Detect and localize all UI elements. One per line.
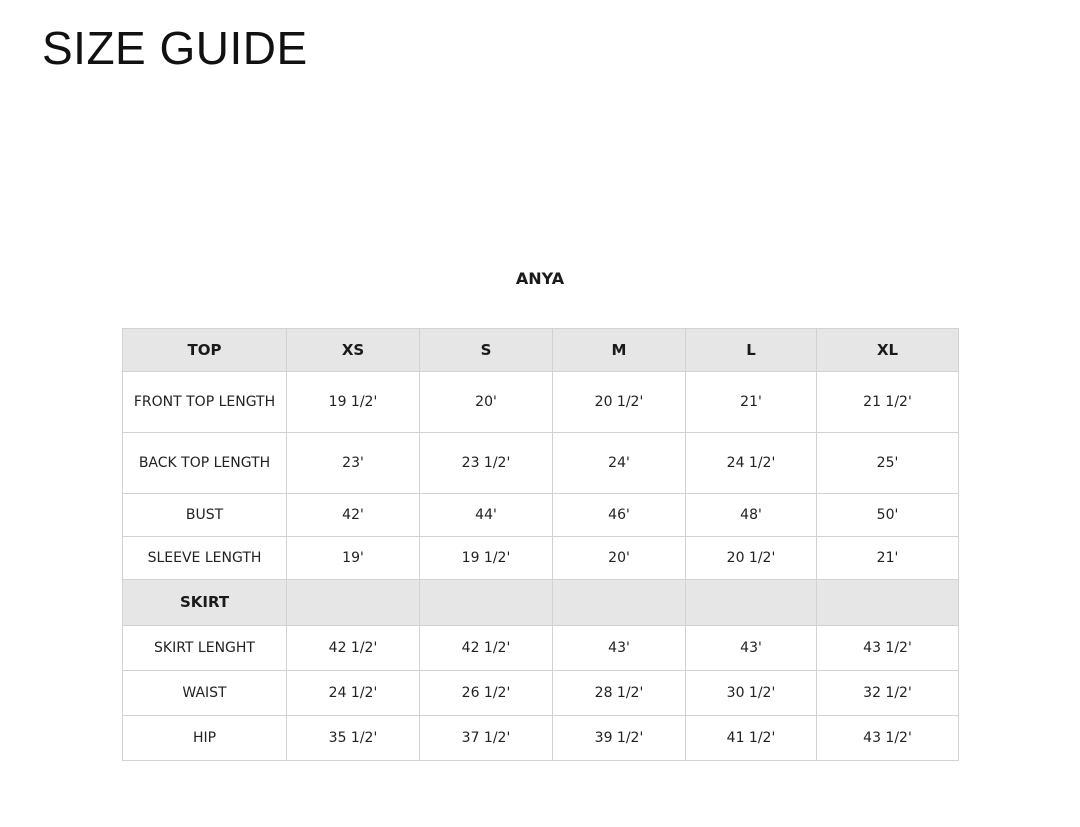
table-cell: 39 1/2' <box>553 716 686 761</box>
table-cell: 20' <box>553 537 686 580</box>
table-cell: 20 1/2' <box>686 537 817 580</box>
table-cell: 43' <box>686 626 817 671</box>
table-cell: 48' <box>686 494 817 537</box>
table-cell: 19 1/2' <box>420 537 553 580</box>
size-header-xs: XS <box>287 329 420 372</box>
table-row-bust <box>123 494 959 537</box>
table-cell: 20 1/2' <box>553 372 686 433</box>
size-header-row <box>123 329 959 372</box>
table-cell <box>287 580 420 626</box>
table-cell: 21' <box>817 537 959 580</box>
row-label: SLEEVE LENGTH <box>123 537 287 580</box>
table-cell: 35 1/2' <box>287 716 420 761</box>
table-cell: 43 1/2' <box>817 626 959 671</box>
row-label: SKIRT LENGHT <box>123 626 287 671</box>
row-label: WAIST <box>123 671 287 716</box>
table-cell: 23 1/2' <box>420 433 553 494</box>
table-cell: 23' <box>287 433 420 494</box>
table-cell: 46' <box>553 494 686 537</box>
table-cell <box>686 580 817 626</box>
table-cell: 20' <box>420 372 553 433</box>
row-label: BUST <box>123 494 287 537</box>
table-cell: 42 1/2' <box>420 626 553 671</box>
skirt-section-header: SKIRT <box>123 580 287 626</box>
table-row-front-top-length <box>123 372 959 433</box>
product-name: ANYA <box>515 269 565 288</box>
table-row-skirt-length <box>123 626 959 671</box>
row-label: FRONT TOP LENGTH <box>123 372 287 433</box>
table-cell: 28 1/2' <box>553 671 686 716</box>
table-cell: 50' <box>817 494 959 537</box>
table-cell: 21' <box>686 372 817 433</box>
skirt-section-row <box>123 580 959 626</box>
size-header-xl: XL <box>817 329 959 372</box>
table-cell: 30 1/2' <box>686 671 817 716</box>
table-cell: 42 1/2' <box>287 626 420 671</box>
size-header-l: L <box>686 329 817 372</box>
table-row-waist <box>123 671 959 716</box>
table-row-back-top-length <box>123 433 959 494</box>
size-header-s: S <box>420 329 553 372</box>
table-cell: 43' <box>553 626 686 671</box>
table-cell <box>553 580 686 626</box>
table-cell: 24 1/2' <box>287 671 420 716</box>
table-cell: 26 1/2' <box>420 671 553 716</box>
table-cell: 19 1/2' <box>287 372 420 433</box>
table-cell: 42' <box>287 494 420 537</box>
table-row-hip <box>123 716 959 761</box>
table-cell: 21 1/2' <box>817 372 959 433</box>
table-cell: 19' <box>287 537 420 580</box>
row-label: HIP <box>123 716 287 761</box>
row-label: BACK TOP LENGTH <box>123 433 287 494</box>
table-cell <box>817 580 959 626</box>
table-cell: 44' <box>420 494 553 537</box>
size-header-m: M <box>553 329 686 372</box>
table-cell <box>420 580 553 626</box>
table-cell: 24' <box>553 433 686 494</box>
table-cell: 43 1/2' <box>817 716 959 761</box>
table-cell: 24 1/2' <box>686 433 817 494</box>
size-table <box>122 328 959 761</box>
table-cell: 41 1/2' <box>686 716 817 761</box>
table-row-sleeve-length <box>123 537 959 580</box>
table-cell: 25' <box>817 433 959 494</box>
table-cell: 37 1/2' <box>420 716 553 761</box>
top-section-header: TOP <box>123 329 287 372</box>
table-cell: 32 1/2' <box>817 671 959 716</box>
page-title: SIZE GUIDE <box>42 22 308 74</box>
